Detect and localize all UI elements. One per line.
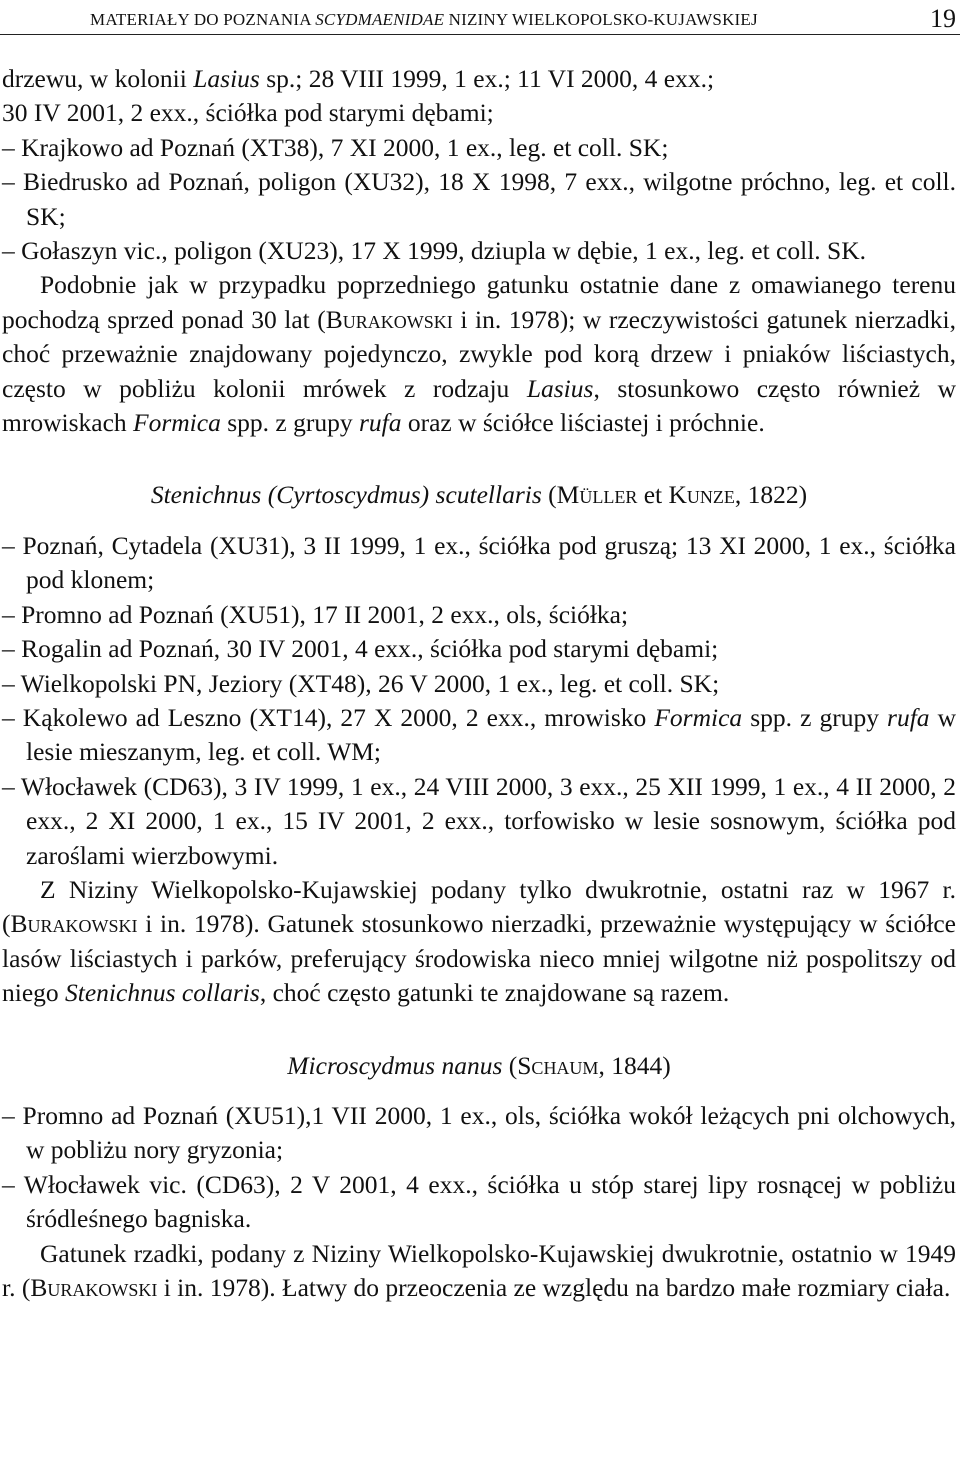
text-run: w lesie mieszanym, leg. et coll. WM; <box>26 702 957 767</box>
text-run: , 1822) <box>734 480 808 510</box>
locality-entry: – Włocławek (CD63), 3 IV 1999, 1 ex., 24 VIII 2000, 3 exx., 25 XII 1999, 1 ex., 4 II 2000, 2 exx., 2 XI 2000, 1 ex., 15 IV 2001, 2 exx., torfowisko w lesie sosnowym, ściółka pod zaroślami wierzbowymi. <box>2 771 956 870</box>
running-title-part: NIZINY WIELKOPOLSKO-KUJAWSKIEJ <box>444 10 758 29</box>
text-run: i in. 1978). Łatwy do przeoczenia ze względu na bardzo małe rozmiary ciała. <box>157 1273 951 1302</box>
locality-entry: – Gołaszyn vic., poligon (XU23), 17 X 1999, dziupla w dębie, 1 ex., leg. et coll. SK. <box>2 236 867 266</box>
species-heading <box>2 478 956 512</box>
species-group-name: rufa <box>358 408 402 438</box>
text-run: Gatunek rzadki, podany z Niziny Wielkopolsko-Kujawskiej dwukrotnie, ostatnio w 1949 r. ( <box>2 1238 956 1302</box>
locality-entry: – Wielkopolski PN, Jeziory (XT48), 26 V 2000, 1 ex., leg. et coll. SK; <box>2 668 720 698</box>
locality-entry <box>2 701 956 770</box>
species-name: Stenichnus collaris <box>65 978 260 1008</box>
text-run: Podobnie jak w przypadku poprzedniego gatunku ostatnie dane z omawianego terenu pochodzą sprzed ponad 30 lat ( <box>2 270 956 334</box>
body-text <box>2 62 956 1305</box>
locality-entry: – Włocławek vic. (CD63), 2 V 2001, 4 exx., ściółka u stóp starej lipy rosnącej w pobliżu śródleśnego bagniska. <box>2 1169 956 1234</box>
species-group-name: rufa <box>887 702 930 732</box>
author-name: Burakowski <box>325 304 453 334</box>
text-run: i in. 1978). Gatunek stosunkowo nierzadki, przeważnie występujący w ściółce lasów liściastych i parków, preferujący środowiska nieco mniej wilgotne niż pospolitszy od niego <box>2 909 956 1008</box>
record-continuation <box>2 62 956 131</box>
text-run: drzewu, w kolonii <box>2 64 194 93</box>
running-title-part: MATERIAŁY DO POZNANIA <box>90 10 316 29</box>
text-run: oraz w ściółce liściastej i próchnie. <box>401 408 765 438</box>
discussion-paragraph <box>2 268 956 440</box>
species-name: Microscydmus nanus <box>287 1050 503 1080</box>
text-run: spp. z grupy <box>742 702 888 732</box>
running-title-family: SCYDMAENIDAE <box>315 10 445 29</box>
species-name: Stenichnus (Cyrtoscydmus) scutellaris <box>150 480 542 510</box>
text-run: 30 IV 2001, 2 exx., ściółka pod starymi dębami; <box>2 98 494 128</box>
genus-name: Lasius <box>526 373 594 403</box>
text-run: , choć często gatunki te znajdowane są razem. <box>259 978 730 1008</box>
discussion-paragraph <box>2 873 956 1011</box>
text-run: ( <box>502 1050 518 1080</box>
locality-entry: – Promno ad Poznań (XU51), 17 II 2001, 2 exx., ols, ściółka; <box>2 599 629 629</box>
text-run: et <box>637 480 669 510</box>
text-run: – Kąkolewo ad Leszno (XT14), 27 X 2000, 2 exx., mrowisko <box>2 702 655 732</box>
locality-entry: – Krajkowo ad Poznań (XT38), 7 XI 2000, 1 ex., leg. et coll. SK; <box>2 132 669 162</box>
author-name: Kunze <box>668 480 735 510</box>
text-run: spp. z grupy <box>220 408 359 438</box>
text-run: , stosunkowo często również w mrowiskach <box>2 373 956 438</box>
genus-name: Formica <box>654 702 743 732</box>
locality-entry: – Promno ad Poznań (XU51),1 VII 2000, 1 ex., ols, ściółka wokół leżących pni olchowych, w pobliżu nory gryzonia; <box>2 1100 956 1165</box>
locality-entry: – Rogalin ad Poznań, 30 IV 2001, 4 exx., ściółka pod starymi dębami; <box>2 634 719 664</box>
page-number: 19 <box>930 4 956 33</box>
discussion-paragraph <box>2 1237 956 1306</box>
genus-name: Formica <box>133 408 221 438</box>
author-name: Schaum <box>517 1050 599 1080</box>
author-name: Müller <box>556 480 638 510</box>
text-run: ( <box>541 480 557 510</box>
running-title <box>90 10 758 30</box>
species-heading <box>2 1049 956 1083</box>
text-run: i in. 1978); w rzeczywistości gatunek nierzadki, choć przeważnie znajdowany pojedynczo, zwykle pod korą drzew i pniaków liściastych, często w pobliżu kolonii mrówek z rodzaju <box>2 304 956 403</box>
running-head <box>0 4 960 35</box>
text-run: , 1844) <box>598 1050 671 1080</box>
locality-entry: – Poznań, Cytadela (XU31), 3 II 1999, 1 ex., ściółka pod gruszą; 13 XI 2000, 1 ex., ściółka pod klonem; <box>2 530 956 595</box>
genus-name: Lasius <box>193 64 260 93</box>
text-run: sp.; 28 VIII 1999, 1 ex.; 11 VI 2000, 4 exx.; <box>259 64 715 93</box>
locality-entry: – Biedrusko ad Poznań, poligon (XU32), 18 X 1998, 7 exx., wilgotne próchno, leg. et coll. SK; <box>2 167 956 231</box>
text-run: Z Niziny Wielkopolsko-Kujawskiej podany tylko dwukrotnie, ostatni raz w 1967 r. ( <box>2 874 956 939</box>
author-name: Burakowski <box>10 909 138 939</box>
author-name: Burakowski <box>30 1273 158 1302</box>
